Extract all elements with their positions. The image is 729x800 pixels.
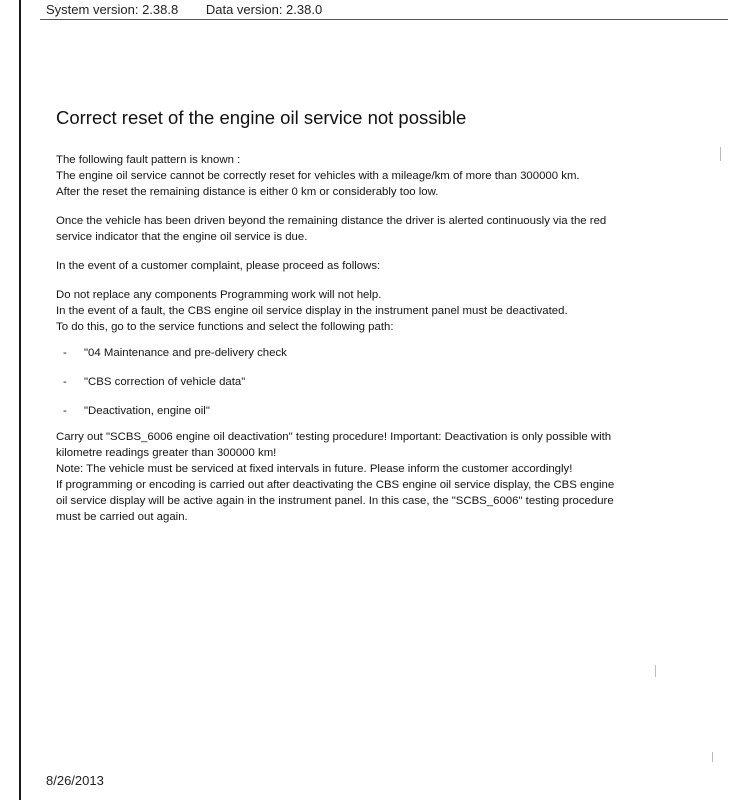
header-divider xyxy=(40,19,728,20)
scan-speck xyxy=(712,752,713,762)
path-item-text: "Deactivation, engine oil" xyxy=(84,405,210,417)
procedure-line-2: In the event of a fault, the CBS engine oil service display in the instrument panel must be deactivated. xyxy=(56,305,568,317)
note-line: Note: The vehicle must be serviced at fixed intervals in future. Please inform the customer accordingly! xyxy=(56,463,573,475)
path-item xyxy=(56,345,676,361)
fault-line-2: After the reset the remaining distance is either 0 km or considerably too low. xyxy=(56,186,439,198)
alert-line-1: Once the vehicle has been driven beyond the remaining distance the driver is alerted continuously via the red xyxy=(56,215,607,227)
bullet-marker: - xyxy=(63,405,67,417)
reprogram-line-3: must be carried out again. xyxy=(56,511,188,523)
bullet-marker: - xyxy=(63,376,67,388)
footer-date: 8/26/2013 xyxy=(46,773,104,788)
path-item-text: "CBS correction of vehicle data" xyxy=(84,376,246,388)
complaint-heading: In the event of a customer complaint, please proceed as follows: xyxy=(56,260,381,272)
scan-speck xyxy=(720,147,721,161)
path-item xyxy=(56,374,676,390)
carry-out-line-1: Carry out "SCBS_6006 engine oil deactivation" testing procedure! Important: Deactivation is only possible with xyxy=(56,431,612,443)
system-version: System version: 2.38.8 xyxy=(46,2,179,17)
page-left-edge xyxy=(19,0,21,800)
alert-line-2: service indicator that the engine oil service is due. xyxy=(56,231,308,243)
carry-out-line-2: kilometre readings greater than 300000 km! xyxy=(56,447,277,459)
fault-heading: The following fault pattern is known : xyxy=(56,154,241,166)
reprogram-line-1: If programming or encoding is carried out after deactivating the CBS engine oil service display, the CBS engine xyxy=(56,479,615,491)
reprogram-line-2: oil service display will be active again in the instrument panel. In this case, the "SCBS_6006" testing procedure xyxy=(56,495,614,507)
scan-speck xyxy=(655,665,656,677)
path-item xyxy=(56,403,676,419)
data-version: Data version: 2.38.0 xyxy=(205,2,323,17)
bullet-marker: - xyxy=(63,347,67,359)
procedure-line-3: To do this, go to the service functions and select the following path: xyxy=(56,321,394,333)
document-body xyxy=(56,107,676,525)
page-header xyxy=(46,2,346,17)
path-item-text: "04 Maintenance and pre-delivery check xyxy=(84,347,287,359)
document-title: Correct reset of the engine oil service not possible xyxy=(56,107,467,128)
fault-line-1: The engine oil service cannot be correctly reset for vehicles with a mileage/km of more than 300000 km. xyxy=(56,170,580,182)
procedure-line-1: Do not replace any components Programming work will not help. xyxy=(56,289,382,301)
